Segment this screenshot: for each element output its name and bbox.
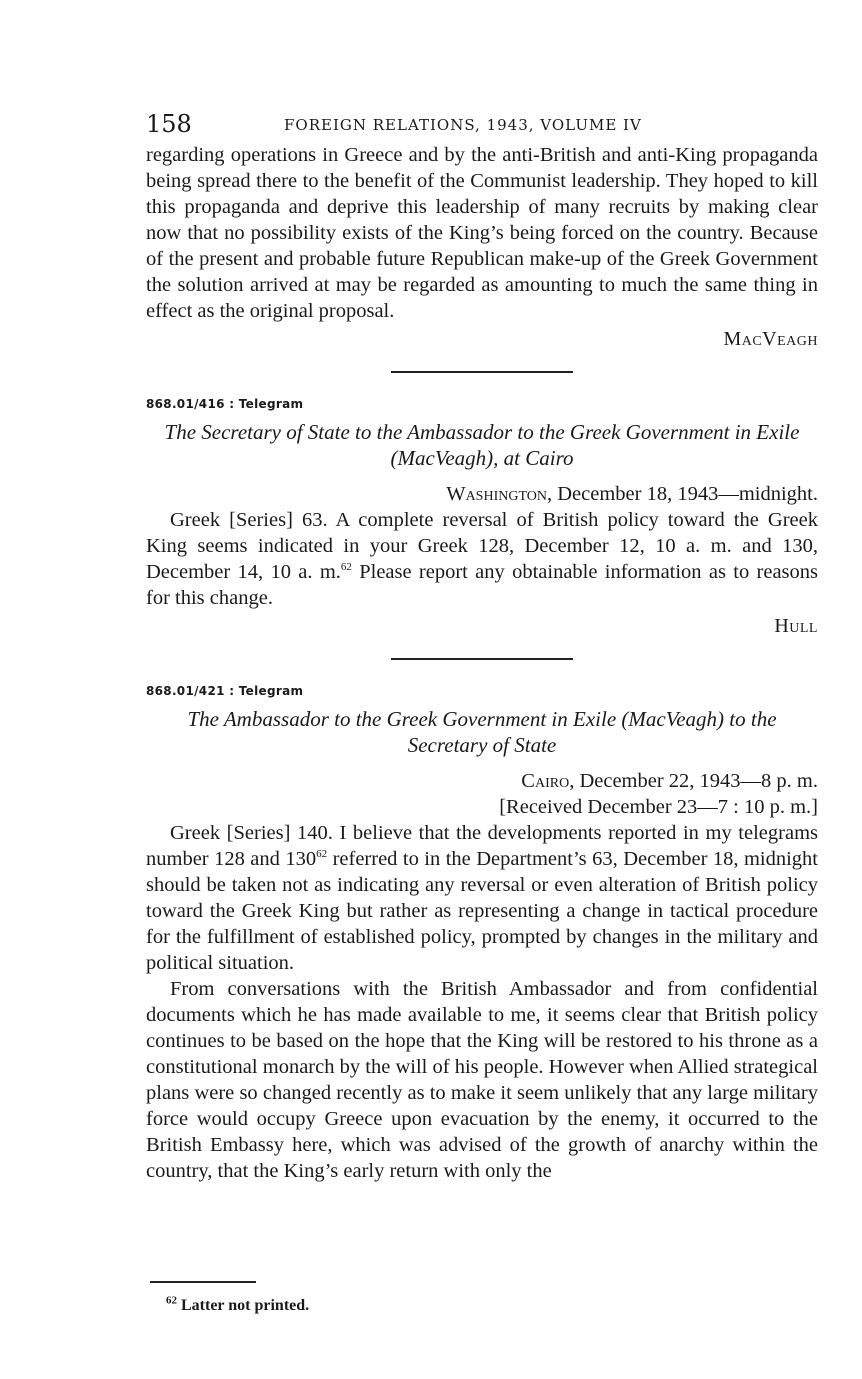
document-reference-416: 868.01/416 : Telegram: [146, 397, 304, 411]
footnote-62: [166, 1294, 310, 1315]
footnote-reference[interactable]: 62: [316, 848, 328, 861]
section-divider: [391, 371, 573, 373]
dateline-place: Washington: [446, 483, 547, 505]
footnote-reference[interactable]: 62: [340, 561, 352, 574]
dateline-date: , December 22, 1943—8 p. m.: [569, 770, 818, 792]
page-content: [146, 110, 818, 1184]
running-head: [146, 110, 818, 142]
dateline-date: , December 18, 1943—midnight.: [546, 483, 818, 505]
footnote-marker: 62: [166, 1294, 177, 1307]
telegram-140-paragraph-1: [146, 820, 818, 976]
paragraph-text: referred to in the Department’s 63, December 18, midnight should be taken not as indicating any reversal or even alteration of British policy toward the Greek King but rather as representing a change in tactical procedure for the fulfillment of established policy, prompted by changes in the military and political situation.: [146, 848, 818, 974]
telegram-63-paragraph: [146, 507, 818, 611]
dateline-cairo: [146, 768, 818, 794]
document-title-421: The Ambassador to the Greek Government in Exile (MacVeagh) to the Secretary of State: [187, 707, 777, 757]
continued-paragraph: regarding operations in Greece and by the anti-British and anti-King propaganda being spread there to the benefit of the Communist leadership. They hoped to kill this propaganda and deprive this leadership of many recruits by making clear now that no possibility exists of the King’s being forced on the country. Because of the present and probable future Republican make-up of the Greek Government the solution arrived at may be regarded as amounting to much the same thing in effect as the original proposal.: [146, 144, 818, 322]
footnote-divider: [150, 1281, 256, 1283]
document-reference-421: 868.01/421 : Telegram: [146, 684, 304, 698]
telegram-140-paragraph-2: From conversations with the British Ambassador and from confidential documents which he has made available to me, it seems clear that British policy continues to be based on the hope that the King will be restored to his throne as a constitutional monarch by the will of his people. However when Allied strategical plans were so changed recently as to make it seem unlikely that any large military force would occupy Greece upon evacuation by the enemy, it occurred to the British Embassy here, which was advised of the growth of anarchy within the country, that the King’s early return with only the: [146, 978, 818, 1182]
page-number: 158: [146, 110, 192, 138]
dateline-place: Cairo: [521, 770, 570, 792]
paragraph-text: Please report any obtainable information as to reasons for this change.: [146, 561, 818, 609]
paragraph-text: Greek [Series] 140. I believe that the developments reported in my telegrams number 128 and 130: [146, 822, 818, 870]
signature-hull: Hull: [774, 615, 818, 637]
footnote-text: Latter not printed.: [181, 1297, 310, 1314]
document-title-416: The Secretary of State to the Ambassador to the Greek Government in Exile (MacVeagh), at Cairo: [164, 420, 800, 470]
dateline-washington: [146, 481, 818, 507]
section-divider: [391, 658, 573, 660]
running-title: FOREIGN RELATIONS, 1943, VOLUME IV: [284, 116, 642, 134]
paragraph-text: Greek [Series] 63. A complete reversal of British policy toward the Greek King seems indicated in your Greek 128, December 12, 10 a. m. and 130, December 14, 10 a. m.: [146, 509, 818, 583]
signature-macveagh: MacVeagh: [723, 328, 818, 350]
received-line: [Received December 23—7 : 10 p. m.]: [499, 796, 818, 818]
